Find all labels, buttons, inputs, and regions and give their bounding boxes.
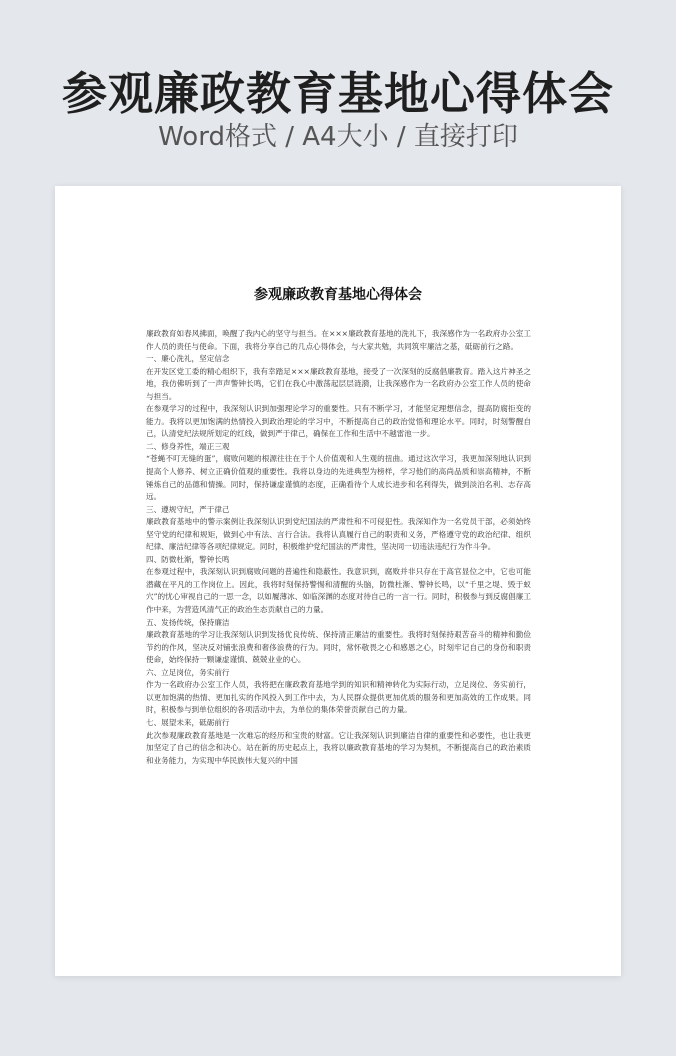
doc-paragraph: 在参观过程中，我深刻认识到腐败问题的普遍性和隐蔽性。我意识到，腐败并非只存在于高官显位之中，它也可能潜藏在平凡的工作岗位上。因此，我将时刻保持警惕和清醒的头脑，防微杜渐、警钟长鸣，以“千里之堤、毁于蚁穴”的忧心审视自己的一思一念，以如履薄冰、如临深渊的态度对待自己的一言一行。同时，积极参与到反腐倡廉工作中来，为营造风清气正的政治生态贡献自己的力量。 bbox=[146, 567, 531, 615]
doc-paragraph: 廉政教育基地中的警示案例让我深刻认识到党纪国法的严肃性和不可侵犯性。我深知作为一名党员干部，必须始终坚守党的纪律和规矩，做到心中有法、言行合法。我将认真履行自己的职责和义务，严格遵守党的政治纪律、组织纪律、廉洁纪律等各项纪律规定。同时，积极维护党纪国法的严肃性，坚决同一切违法违纪行为作斗争。 bbox=[146, 517, 531, 552]
document-title: 参观廉政教育基地心得体会 bbox=[254, 287, 422, 303]
section-heading: 七、展望未来，砥砺前行 bbox=[146, 717, 230, 727]
section-heading: 一、廉心洗礼，坚定信念 bbox=[146, 354, 230, 364]
document-body bbox=[146, 328, 531, 767]
doc-paragraph: 作为一名政府办公室工作人员，我将把在廉政教育基地学到的知识和精神转化为实际行动，立足岗位、务实前行，以更加饱满的热情、更加扎实的作风投入到工作中去，为人民群众提供更加优质的服务和更加高效的工作成果。同时，积极参与到单位组织的各项活动中去，为单位的集体荣誉贡献自己的力量。 bbox=[146, 680, 531, 715]
doc-paragraph: 在开发区党工委的精心组织下，我有幸踏足×××廉政教育基地，接受了一次深刻的反腐倡廉教育。踏入这片神圣之地，我仿佛听到了一声声警钟长鸣，它们在我心中激荡起层层涟漪，让我深感作为一名政府办公室工作人员的使命与担当。 bbox=[146, 366, 531, 401]
banner-title: 参观廉政教育基地心得体会 bbox=[61, 67, 614, 120]
banner-subtitle: Word格式 / A4大小 / 直接打印 bbox=[158, 122, 518, 152]
section-heading: 四、防微杜渐，警钟长鸣 bbox=[146, 554, 230, 564]
document-page bbox=[55, 186, 621, 976]
section-heading: 三、遵规守纪，严于律己 bbox=[146, 504, 230, 514]
section-heading: 五、发扬传统，保持廉洁 bbox=[146, 617, 230, 627]
doc-paragraph: 在参观学习的过程中，我深刻认识到加强理论学习的重要性。只有不断学习，才能坚定理想信念，提高防腐拒变的能力。我将以更加饱满的热情投入到政治理论的学习中，不断提高自己的政治觉悟和理论水平。同时，时刻警醒自己，认清党纪法规所划定的红线，做到严于律己，确保在工作和生活中不越雷池一步。 bbox=[146, 404, 531, 439]
section-heading: 二、修身养性，端正三观 bbox=[146, 441, 230, 451]
doc-paragraph: 廉政教育基地的学习让我深刻认识到发扬优良传统、保持清正廉洁的重要性。我将时刻保持艰苦奋斗的精神和勤俭节约的作风，坚决反对铺张浪费和奢侈浪费的行为。同时，常怀敬畏之心和感恩之心，时刻牢记自己的身份和职责使命，始终保持一颗谦虚谨慎、兢兢业业的心。 bbox=[146, 630, 531, 665]
doc-paragraph: “苍蝇不叮无缝的蛋”，腐败问题的根源往往在于个人价值观和人生观的扭曲。通过这次学习，我更加深刻地认识到提高个人修养、树立正确价值观的重要性。我将以身边的先进典型为榜样，学习他们的高尚品质和崇高精神，不断锤炼自己的品德和情操。同时，保持谦虚谨慎的态度，正确看待个人成长进步和名利得失，做到淡泊名利、志存高远。 bbox=[146, 454, 531, 502]
doc-paragraph: 此次参观廉政教育基地是一次难忘的经历和宝贵的财富。它让我深刻认识到廉洁自律的重要性和必要性，也让我更加坚定了自己的信念和决心。站在新的历史起点上，我将以廉政教育基地的学习为契机，不断提高自己的政治素质和业务能力，为实现中华民族伟大复兴的中国 bbox=[146, 730, 531, 765]
doc-paragraph: 廉政教育如春风拂面，唤醒了我内心的坚守与担当。在×××廉政教育基地的洗礼下，我深感作为一名政府办公室工作人员的责任与使命。下面，我将分享自己的几点心得体会，与大家共勉，共同筑牢廉洁之基，砥砺前行之路。 bbox=[146, 329, 531, 351]
section-heading: 六、立足岗位，务实前行 bbox=[146, 667, 230, 677]
